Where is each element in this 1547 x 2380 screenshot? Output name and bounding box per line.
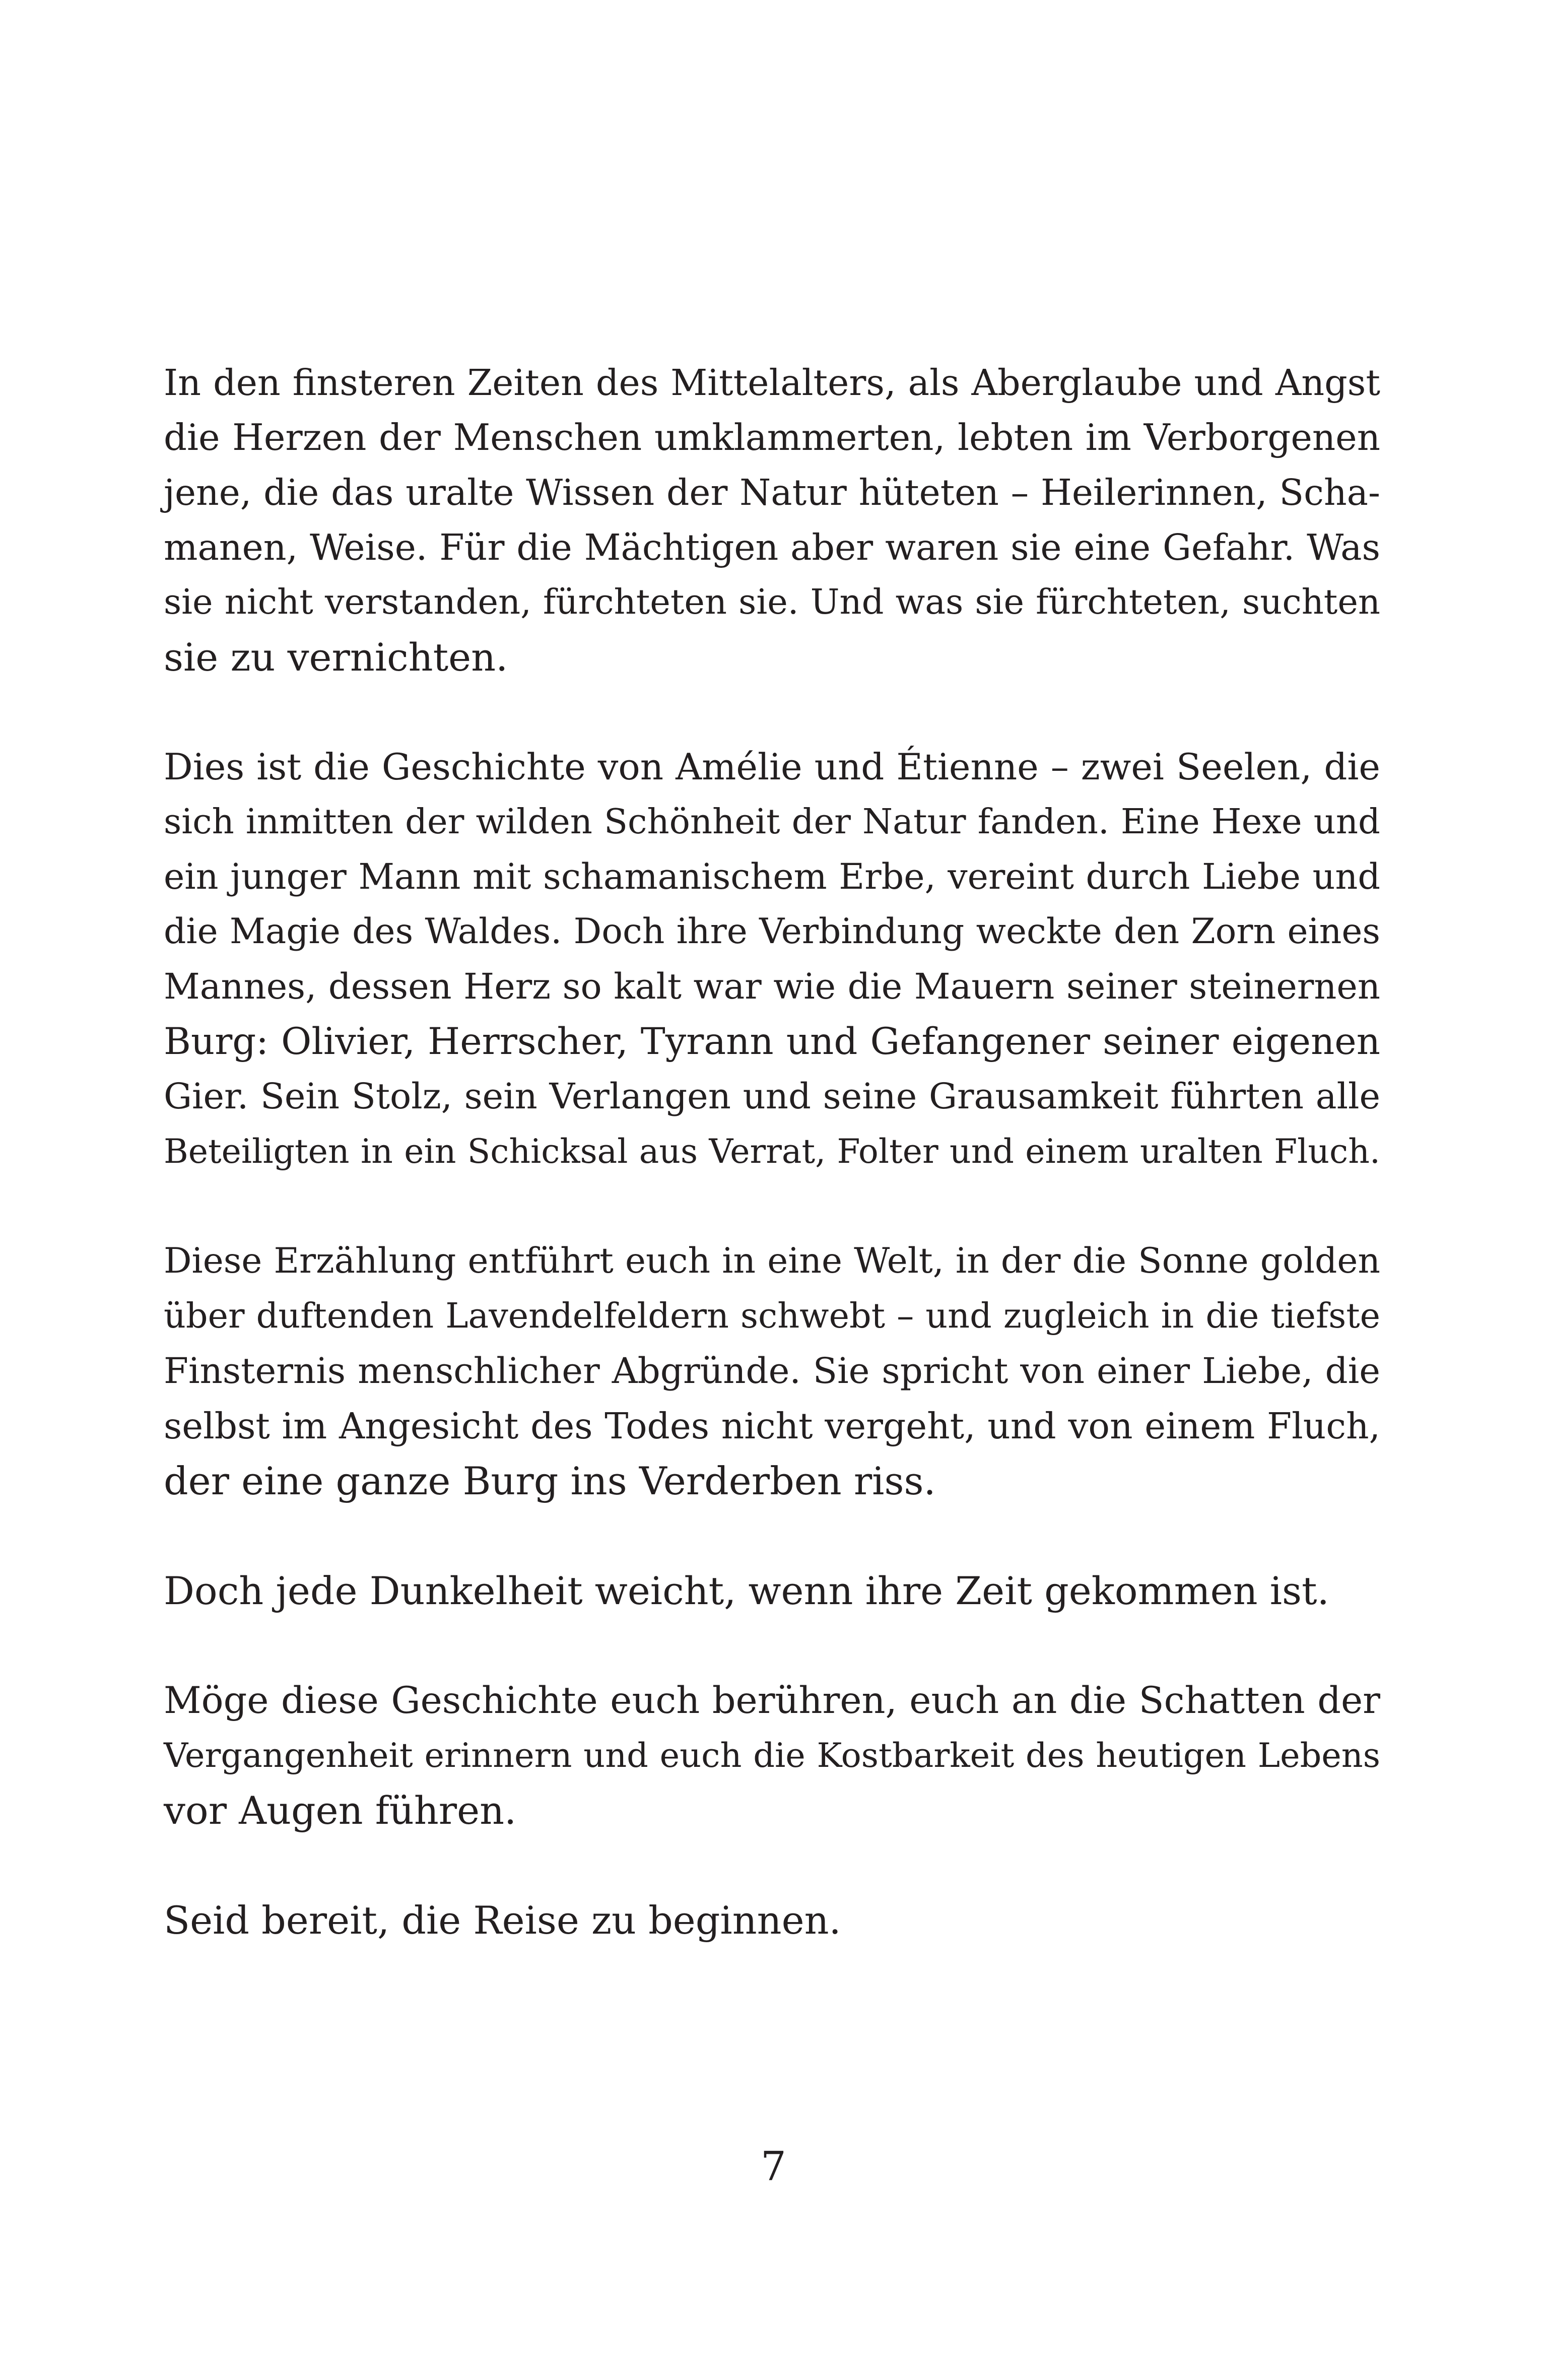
paragraph-6: [164, 1893, 1380, 1948]
text-line: die Magie des Waldes. Doch ihre Verbindung weckte den Zorn eines: [164, 911, 1380, 952]
page-number: 7: [761, 2143, 786, 2190]
text-line: Möge diese Geschichte euch berühren, euch an die Schatten der: [164, 1679, 1380, 1722]
text-line: Mannes, dessen Herz so kalt war wie die Mauern seiner steinernen: [164, 966, 1380, 1007]
text-line: Dies ist die Geschichte von Amélie und Étienne – zwei Seelen, die: [164, 746, 1380, 788]
text-line: Burg: Olivier, Herrscher, Tyrann und Gefangener seiner eigenen: [164, 1020, 1380, 1063]
text-line: vor Augen führen.: [164, 1788, 517, 1833]
text-line: Seid bereit, die Reise zu beginnen.: [164, 1898, 841, 1943]
text-line: Finsternis menschlicher Abgründe. Sie spricht von einer Liebe, die: [164, 1350, 1380, 1392]
text-line: Gier. Sein Stolz, sein Verlangen und seine Grausamkeit führten alle: [164, 1076, 1380, 1117]
text-line: Diese Erzählung entführt euch in eine Welt, in der die Sonne golden: [164, 1241, 1380, 1281]
text-line: die Herzen der Menschen umklammerten, lebten im Verborgenen: [164, 416, 1380, 458]
text-line: sie zu vernichten.: [164, 635, 508, 680]
paragraph-3: [164, 1234, 1380, 1508]
text-line: In den finsteren Zeiten des Mittelalters, als Aberglaube und Angst: [164, 362, 1380, 404]
body-text: [164, 355, 1380, 2003]
text-line: ein junger Mann mit schamanischem Erbe, vereint durch Liebe und: [164, 856, 1380, 897]
text-line: manen, Weise. Für die Mächtigen aber waren sie eine Gefahr. Was: [164, 526, 1380, 568]
text-line: jene, die das uralte Wissen der Natur hüteten – Heilerinnen, Scha-: [164, 472, 1380, 513]
text-line: sich inmitten der wilden Schönheit der Natur fanden. Eine Hexe und: [164, 802, 1380, 842]
paragraph-5: [164, 1673, 1380, 1838]
text-line: sie nicht verstanden, fürchteten sie. Und was sie fürchteten, suchten: [164, 582, 1380, 622]
text-line: der eine ganze Burg ins Verderben riss.: [164, 1459, 936, 1503]
paragraph-4: [164, 1563, 1380, 1618]
text-line: selbst im Angesicht des Todes nicht vergeht, und von einem Fluch,: [164, 1405, 1380, 1447]
text-line: Beteiligten in ein Schicksal aus Verrat, Folter und einem uralten Fluch.: [164, 1132, 1380, 1171]
text-line: Vergangenheit erinnern und euch die Kostbarkeit des heutigen Lebens: [164, 1736, 1380, 1775]
text-line: über duftenden Lavendelfeldern schwebt – und zugleich in die tiefste: [164, 1296, 1380, 1336]
paragraph-2: [164, 740, 1380, 1179]
text-line: Doch jede Dunkelheit weicht, wenn ihre Zeit gekommen ist.: [164, 1568, 1329, 1613]
paragraph-1: [164, 355, 1380, 685]
